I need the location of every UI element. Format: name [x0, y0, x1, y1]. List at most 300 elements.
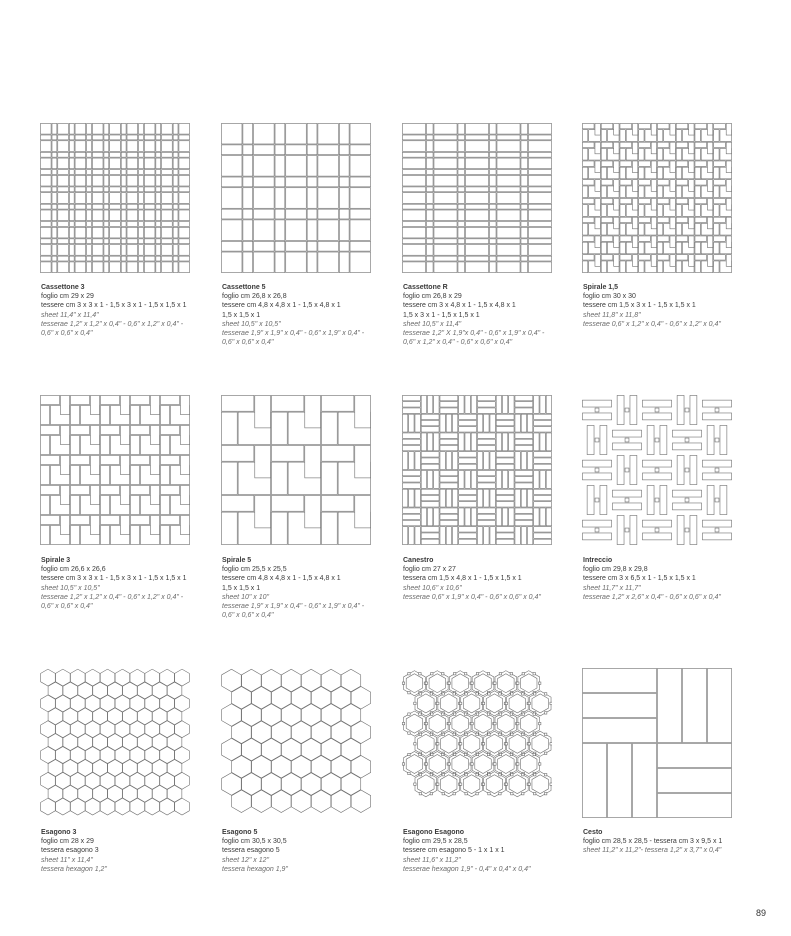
tile-piece — [402, 763, 404, 765]
tile-piece — [350, 220, 371, 241]
tile-piece — [104, 175, 109, 186]
tile-piece — [695, 123, 707, 128]
tile-piece — [521, 135, 528, 140]
tile-piece — [720, 425, 727, 454]
tile-piece — [527, 414, 532, 432]
tile-piece — [144, 222, 155, 227]
tile-piece — [489, 227, 496, 238]
tile-piece — [275, 156, 285, 177]
tile-piece — [689, 180, 694, 192]
tile-piece — [121, 170, 126, 175]
tile-piece — [275, 177, 285, 187]
tile-piece — [421, 427, 439, 432]
tile-piece — [75, 158, 86, 169]
tile-piece — [421, 464, 439, 469]
tile-piece — [458, 262, 465, 273]
tile-piece — [427, 433, 432, 451]
tile-piece — [614, 198, 619, 210]
tile-piece — [477, 395, 495, 400]
tile-piece — [70, 465, 79, 484]
mosaic-canestro — [402, 395, 552, 545]
tile-piece — [515, 477, 533, 482]
pattern-cassettone-3 — [40, 123, 190, 273]
tile-piece — [275, 145, 285, 155]
tile-piece — [685, 498, 689, 502]
tile-piece — [487, 673, 489, 675]
tile-piece — [173, 175, 178, 186]
tile-piece — [437, 783, 439, 785]
tile-piece — [707, 236, 712, 248]
tile-piece — [511, 733, 513, 735]
tile-piece — [497, 123, 520, 134]
tile-piece — [87, 210, 92, 221]
tile-piece — [402, 520, 420, 525]
tile-piece — [110, 193, 121, 204]
tile-piece — [534, 433, 539, 451]
tile-piece — [69, 193, 74, 204]
product-title: Spirale 1,5 — [583, 284, 619, 291]
tile-piece — [156, 152, 161, 157]
tile-piece — [521, 175, 528, 186]
tile-piece — [502, 508, 507, 526]
tile-piece — [459, 489, 477, 494]
tile-piece — [162, 204, 173, 209]
tile-piece — [121, 193, 126, 204]
tile-piece — [477, 514, 495, 519]
tile-piece — [52, 135, 57, 140]
tile-piece — [509, 508, 514, 526]
tile-piece — [487, 753, 489, 755]
spec-line: tessera esagono 3 — [41, 847, 99, 855]
spec-imperial: tesserae 1,2" X 1,9"x 0,4" - 0,6" x 1,9" x 0,4" - — [403, 330, 545, 338]
tile-piece — [409, 489, 414, 507]
tile-piece — [408, 713, 410, 715]
tile-piece — [69, 245, 74, 256]
tile-piece — [180, 515, 189, 534]
tile-piece — [465, 693, 467, 695]
tile-piece — [544, 712, 546, 714]
tile-piece — [521, 204, 528, 209]
tile-piece — [522, 673, 524, 675]
tile-piece — [421, 527, 439, 532]
tile-piece — [464, 753, 466, 755]
mosaic-intreccio — [582, 395, 732, 545]
tile-piece — [52, 204, 57, 209]
tile-piece — [440, 477, 458, 482]
tile-piece — [127, 256, 138, 261]
tile-piece — [651, 142, 656, 154]
tile-piece — [521, 527, 526, 545]
tile-piece — [430, 773, 432, 775]
tile-piece — [110, 123, 121, 134]
tile-piece — [440, 395, 458, 400]
tile-piece — [58, 170, 69, 175]
tile-piece — [595, 438, 599, 442]
spec-line: tessere cm 4,8 x 4,8 x 1 - 1,5 x 4,8 x 1 — [222, 302, 341, 310]
tile-piece — [632, 255, 637, 267]
spec-line: 1,5 x 3 x 1 - 1,5 x 1,5 x 1 — [403, 311, 480, 319]
tile-piece — [582, 693, 656, 717]
spec-imperial: tesserae 1,9" x 1,9" x 0,4" - 0,6" x 1,9" x 0,4" - — [222, 330, 365, 338]
tile-piece — [92, 239, 103, 244]
tile-piece — [601, 186, 606, 198]
tile-piece — [434, 433, 439, 451]
tile-piece — [651, 236, 656, 248]
tile-piece — [497, 175, 520, 186]
tile-piece — [521, 170, 528, 175]
tile-piece — [87, 193, 92, 204]
tile-piece — [657, 743, 731, 767]
tile-piece — [434, 262, 457, 273]
tile-piece — [110, 158, 121, 169]
tile-piece — [130, 395, 149, 404]
tile-piece — [582, 460, 611, 467]
tile-piece — [162, 210, 173, 221]
tile-piece — [726, 236, 731, 248]
tile-piece — [465, 733, 467, 735]
tile-piece — [350, 241, 371, 251]
spec-line: foglio cm 27 x 27 — [403, 566, 456, 574]
tile-piece — [40, 239, 51, 244]
tile-piece — [458, 141, 465, 152]
tile-piece — [465, 141, 488, 152]
spec-line: 1,5 x 1,5 x 1 — [222, 584, 261, 592]
tile-piece — [307, 123, 317, 144]
tile-piece — [402, 489, 407, 507]
tile-piece — [620, 161, 632, 166]
tile-piece — [92, 193, 103, 204]
tile-piece — [465, 773, 467, 775]
tile-piece — [100, 495, 109, 514]
tile-piece — [446, 489, 451, 507]
tile-piece — [528, 187, 551, 192]
tile-piece — [104, 239, 109, 244]
mosaic-cesto — [582, 668, 732, 818]
tile-piece — [40, 485, 59, 494]
tile-piece — [321, 495, 353, 511]
tile-piece — [58, 222, 69, 227]
tile-piece — [689, 217, 694, 229]
caption-cassettone-r — [403, 283, 573, 347]
spec-imperial: sheet 11,4" x 11,4" — [41, 311, 99, 319]
tile-piece — [121, 158, 126, 169]
tile-piece — [60, 395, 69, 414]
tile-piece — [87, 141, 92, 152]
tile-piece — [92, 245, 103, 256]
tile-piece — [617, 455, 624, 484]
tile-piece — [139, 256, 144, 261]
mosaic-esagono-esagono — [402, 668, 552, 818]
tile-piece — [459, 420, 477, 425]
tile-piece — [534, 773, 536, 775]
tile-piece — [639, 217, 651, 222]
tile-piece — [75, 123, 86, 134]
tile-piece — [110, 152, 121, 157]
tile-piece — [305, 395, 321, 427]
tile-piece — [110, 204, 121, 209]
tile-piece — [318, 241, 339, 251]
tile-piece — [419, 773, 421, 775]
tile-piece — [465, 187, 488, 192]
tile-piece — [130, 435, 139, 454]
tile-piece — [58, 152, 69, 157]
tile-piece — [528, 222, 551, 227]
tile-piece — [497, 187, 520, 192]
tile-piece — [471, 470, 476, 488]
tile-piece — [614, 123, 619, 135]
tile-piece — [440, 514, 458, 519]
tile-piece — [173, 256, 178, 261]
tile-piece — [489, 175, 496, 186]
tile-piece — [104, 262, 109, 273]
tile-piece — [275, 123, 285, 144]
tile-piece — [419, 792, 421, 794]
tile-piece — [92, 262, 103, 273]
tile-piece — [75, 175, 86, 186]
tile-piece — [440, 470, 458, 475]
tile-piece — [540, 470, 545, 488]
tile-piece — [465, 262, 488, 273]
tile-piece — [426, 204, 433, 209]
tile-piece — [477, 483, 495, 488]
tile-piece — [632, 142, 637, 154]
tile-piece — [657, 148, 662, 160]
tile-piece — [511, 792, 513, 794]
spec-line: foglio cm 26,8 x 26,8 — [222, 293, 287, 301]
tile-piece — [162, 141, 173, 152]
tile-piece — [110, 135, 121, 140]
tile-piece — [162, 239, 173, 244]
tile-piece — [676, 205, 681, 217]
tile-piece — [156, 262, 161, 273]
tile-piece — [676, 261, 681, 273]
tile-piece — [221, 123, 242, 144]
tile-piece — [702, 400, 731, 407]
tile-piece — [144, 193, 155, 204]
tile-piece — [528, 245, 551, 256]
tile-piece — [582, 180, 594, 185]
tile-piece — [497, 158, 520, 169]
tile-piece — [402, 152, 425, 157]
tile-piece — [87, 222, 92, 227]
tile-piece — [522, 713, 524, 715]
tile-piece — [515, 508, 533, 513]
tile-piece — [714, 167, 719, 179]
tile-piece — [465, 193, 488, 204]
tile-piece — [476, 753, 478, 755]
tile-piece — [496, 395, 501, 413]
tile-piece — [402, 123, 425, 134]
tile-piece — [639, 205, 644, 217]
tile-piece — [162, 187, 173, 192]
tile-piece — [70, 515, 89, 524]
tile-piece — [726, 123, 731, 135]
tile-piece — [582, 413, 611, 420]
tile-piece — [286, 123, 307, 144]
tile-piece — [156, 175, 161, 186]
tile-piece — [600, 485, 607, 514]
tile-piece — [544, 773, 546, 775]
tile-piece — [426, 158, 433, 169]
tile-piece — [453, 713, 455, 715]
tile-piece — [40, 187, 51, 192]
caption-esagono-esagono — [403, 828, 573, 874]
tile-piece — [657, 205, 662, 217]
tile-piece — [426, 170, 433, 175]
tile-piece — [442, 713, 444, 715]
tile-piece — [121, 262, 126, 273]
tile-piece — [350, 177, 371, 187]
tile-piece — [173, 123, 178, 134]
tile-piece — [465, 433, 470, 451]
tile-piece — [695, 186, 700, 198]
tile-piece — [528, 783, 530, 785]
tile-piece — [601, 217, 613, 222]
tile-piece — [471, 682, 473, 684]
tile-piece — [419, 753, 421, 755]
tile-piece — [144, 245, 155, 256]
tile-piece — [58, 158, 69, 169]
tile-piece — [620, 130, 625, 142]
tile-piece — [510, 753, 512, 755]
tile-piece — [639, 236, 651, 241]
tile-piece — [100, 515, 119, 524]
tile-piece — [160, 495, 169, 514]
tile-piece — [676, 217, 688, 222]
tile-piece — [402, 722, 404, 724]
tile-piece — [275, 220, 285, 241]
tile-piece — [127, 210, 138, 221]
tile-piece — [120, 515, 129, 534]
tile-piece — [130, 425, 149, 434]
spec-line: tessere cm 3 x 3 x 1 - 1,5 x 3 x 1 - 1,5 x 1,5 x 1 — [41, 575, 187, 583]
tile-piece — [494, 682, 496, 684]
tile-piece — [110, 170, 121, 175]
spec-imperial: tesserae 1,2" x 2,6" x 0,4" - 0,6" x 0,6" x 0,4" — [583, 593, 721, 601]
tile-piece — [601, 123, 613, 128]
tile-piece — [482, 783, 484, 785]
tile-piece — [625, 528, 629, 532]
tile-piece — [459, 395, 464, 413]
tile-piece — [465, 152, 488, 157]
tile-piece — [121, 210, 126, 221]
tile-piece — [476, 733, 478, 735]
tile-piece — [254, 123, 275, 144]
product-title: Esagono Esagono — [403, 829, 465, 836]
tile-piece — [595, 408, 599, 412]
tile-piece — [243, 241, 253, 251]
tile-piece — [477, 520, 495, 525]
tile-piece — [421, 502, 439, 507]
tile-piece — [318, 188, 339, 209]
tile-piece — [515, 433, 533, 438]
mosaic-esagono-3 — [40, 668, 190, 818]
tile-piece — [434, 152, 457, 157]
tile-piece — [639, 130, 644, 142]
tile-piece — [221, 241, 242, 251]
tile-piece — [489, 187, 496, 192]
tile-piece — [726, 198, 731, 210]
tile-piece — [458, 135, 465, 140]
tile-piece — [477, 402, 495, 407]
tile-piece — [139, 187, 144, 192]
tile-piece — [144, 210, 155, 221]
tile-piece — [489, 245, 496, 256]
tile-piece — [550, 783, 552, 785]
tile-piece — [87, 152, 92, 157]
tile-piece — [421, 533, 439, 538]
tile-piece — [515, 470, 533, 475]
tile-piece — [527, 489, 532, 507]
tile-piece — [243, 145, 253, 155]
tile-piece — [254, 177, 275, 187]
tile-piece — [179, 141, 190, 152]
tile-piece — [595, 468, 599, 472]
tile-piece — [453, 733, 455, 735]
tile-piece — [52, 141, 57, 152]
tile-piece — [497, 210, 520, 221]
pattern-spirale-5 — [221, 395, 371, 545]
tile-piece — [173, 158, 178, 169]
tile-piece — [625, 498, 629, 502]
tile-piece — [139, 175, 144, 186]
tile-piece — [156, 141, 161, 152]
tile-piece — [87, 175, 92, 186]
tile-piece — [70, 425, 89, 434]
tile-piece — [528, 743, 530, 745]
tile-piece — [254, 156, 275, 177]
tile-piece — [672, 443, 701, 450]
tile-piece — [434, 170, 457, 175]
tile-piece — [70, 395, 89, 404]
tile-piece — [539, 763, 541, 765]
tile-piece — [465, 210, 488, 221]
tile-piece — [534, 458, 552, 463]
tile-piece — [489, 204, 496, 209]
tile-piece — [695, 242, 700, 254]
tile-piece — [255, 395, 271, 427]
tile-piece — [58, 210, 69, 221]
tile-piece — [534, 470, 539, 488]
tile-piece — [620, 261, 625, 273]
tile-piece — [144, 262, 155, 273]
tile-piece — [440, 527, 445, 545]
tile-piece — [528, 193, 551, 204]
tile-piece — [499, 753, 501, 755]
tile-piece — [484, 452, 489, 470]
tile-piece — [179, 175, 190, 186]
tile-piece — [110, 141, 121, 152]
tile-piece — [639, 255, 651, 260]
tile-piece — [421, 433, 426, 451]
tile-piece — [144, 141, 155, 152]
tile-piece — [657, 180, 669, 185]
tile-piece — [40, 262, 51, 273]
tile-piece — [52, 175, 57, 186]
tile-piece — [221, 252, 242, 273]
tile-piece — [402, 262, 425, 273]
tile-piece — [714, 180, 726, 185]
tile-piece — [415, 527, 420, 545]
tile-piece — [408, 753, 410, 755]
tile-piece — [676, 198, 688, 203]
spec-line: foglio cm 30 x 30 — [583, 293, 636, 301]
pattern-canestro — [402, 395, 552, 545]
tile-piece — [402, 433, 420, 438]
tile-piece — [40, 405, 49, 424]
tile-piece — [402, 204, 425, 209]
tile-piece — [595, 142, 600, 154]
